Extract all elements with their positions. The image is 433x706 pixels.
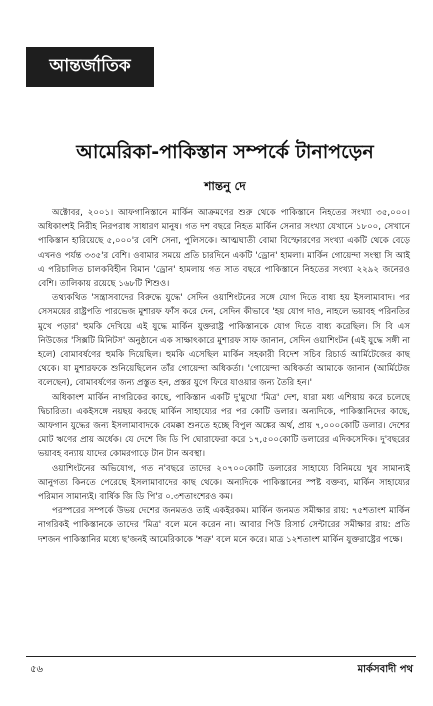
paragraph: অধিকাংশ মার্কিন নাগরিকের কাছে, পাকিস্তান একটি দু'মুখো 'মিত্র' দেশ, যারা মধ্য এশিয়ায় করে চলেছে দ্বিচারিতা। একইসঙ্গে নয়ছয় করছে মার্কিন সাহায্যের পর পর কোটি ডলার। অন্যদিকে, পাকিস্তানিদের কাছে, আফগান যুদ্ধের জন্য ইসলামাবাদকে বেমক্কা শুনতে হচ্ছে বিপুল অঙ্কের অর্থ, প্রায় ৭,০০০কোটি ডলার। দেশের মোট ঋণের প্রায় অর্ধেক। যে দেশে জি ডি পি ঘোরাফেরা করে ১৭,৫০০কোটি ডলারের এদিকসেদিক। দু'বছরের ভয়াবহ বন্যায় যাদের কোমরগাড়ে টান টান অবস্থা।: [38, 392, 411, 460]
article-body: [38, 206, 410, 547]
paragraph: অক্টোবর, ২০০১। আফগানিস্তানে মার্কিন আক্রমণের শুরু থেকে পাকিস্তানে নিহতের সংখ্যা ৩৫,০০০। অধিকাংশই নিরীহ নিরপরাধ সাধারণ মানুষ। গত দশ বছরে নিহত মার্কিন সেনার সংখ্যা যেখানে ১৮০০, সেখানে পাকিস্তান হারিয়েছে ৫,০০০'র বেশি সেনা, পুলিসকে। আত্মঘাতী বোমা বিস্ফোরণের সংখ্যা একটি থেকে বেড়ে এখনও পর্যন্ত ৩৩৫'র বেশি। ওবামার সময়ে প্রতি চারদিনে একটি 'ড্রোন' হামলা। মার্কিন গোয়েন্দা সংস্থা সি আই এ পরিচালিত চালকবিহীন বিমান 'ড্রোন' হামলায় গত সাত বছরে পাকিস্তানে নিহতের সংখ্যা ২২৯২ জনেরও বেশি। তালিকায় রয়েছে ১৬৮টি শিশুও।: [38, 208, 410, 290]
paragraph: পরস্পরের সম্পর্কে উভয় দেশের জনমতও তাই একইরকম। মার্কিন জনমত সমীক্ষার রায়: ৭৫শতাংশ মার্কিন নাগরিকই পাকিস্তানকে তাদের 'মিত্র' বলে মনে করেন না। আবার পিউ রিসার্চ সেন্টারের সমীক্ষার রায়: প্রতি দশজন পাকিস্তানির মধ্যে ছ'জনই আমেরিকাকে 'শত্রু' বলে মনে করে। মাত্র ১২শতাংশ মার্কিন যুক্তরাষ্ট্রের পক্ষে।: [38, 506, 410, 545]
magazine-name: মার্কসবাদী পথ: [357, 664, 413, 675]
section-tag: আন্তর্জাতিক: [26, 47, 154, 87]
article-author: শান্তনু দে: [204, 179, 246, 193]
paragraph: তথ্যকথিত 'সন্ত্রাসবাদের বিরুদ্ধে যুদ্ধে' সেদিন ওয়াশিংটনের সঙ্গে যোগ দিতে বাধ্য হয় ইসলামাবাদ। পর সেসময়ের রাষ্ট্রপতি পারভেজ মুশারফ ফাঁস করে দেন, সেদিন কীভাবে 'হয় যোগ দাও, নাহলে ভয়াবহ পরিনতির মুখে পড়ার' হুমকি দেখিয়ে এই যুদ্ধে মার্কিন যুক্তরাষ্ট্র পাকিস্তানকে যোগ দিতে বাধ্য করেছিল। সি বি এস নিউজের 'সিক্সটি মিনিটস' অনুষ্ঠানে এক সাক্ষাৎকারে মুশারফ সাফ জানান, সেদিন ওয়াশিংটন (এই যুদ্ধে সঙ্গী না হলে) বোমাবর্ষণের হুমকি দিয়েছিল। হুমকি এসেছিল মার্কিন সহকারী বিদেশ সচিব রিচার্ড আর্মিটেজের কাছ থেকে। যা মুশারফকে শুনিয়েছিলেন তাঁর গোয়েন্দা অধিকর্তা। 'গোয়েন্দা অধিকর্তা আমাকে জানান (আর্মিটেজ বলেছেন), বোমাবর্ষণের জন্য প্রস্তুত হন, প্রস্তর যুগে ফিরে যাওয়ার জন্য তৈরি হন।': [38, 293, 410, 389]
footer-divider: [26, 656, 416, 657]
article-title: আমেরিকা-পাকিস্তান সম্পর্কে টানাপড়েন: [76, 141, 374, 163]
paragraph: ওয়াশিংটনের অভিযোগ, গত ন'বছরে তাদের ২০৭০০কোটি ডলারের সাহায্যে বিনিময়ে খুব সামান্যই আনুগত্য কিনতে পেরেছে ইসলামাবাদের কাছ থেকে। অন্যদিকে পাকিস্তানের স্পষ্ট বক্তব্য, মার্কিন সাহায্যের পরিমান সামান্যই। বার্ষিক জি ডি পি'র ০.৩শতাংশেরও কম।: [38, 463, 410, 503]
page-number: ৫৬: [30, 664, 43, 675]
